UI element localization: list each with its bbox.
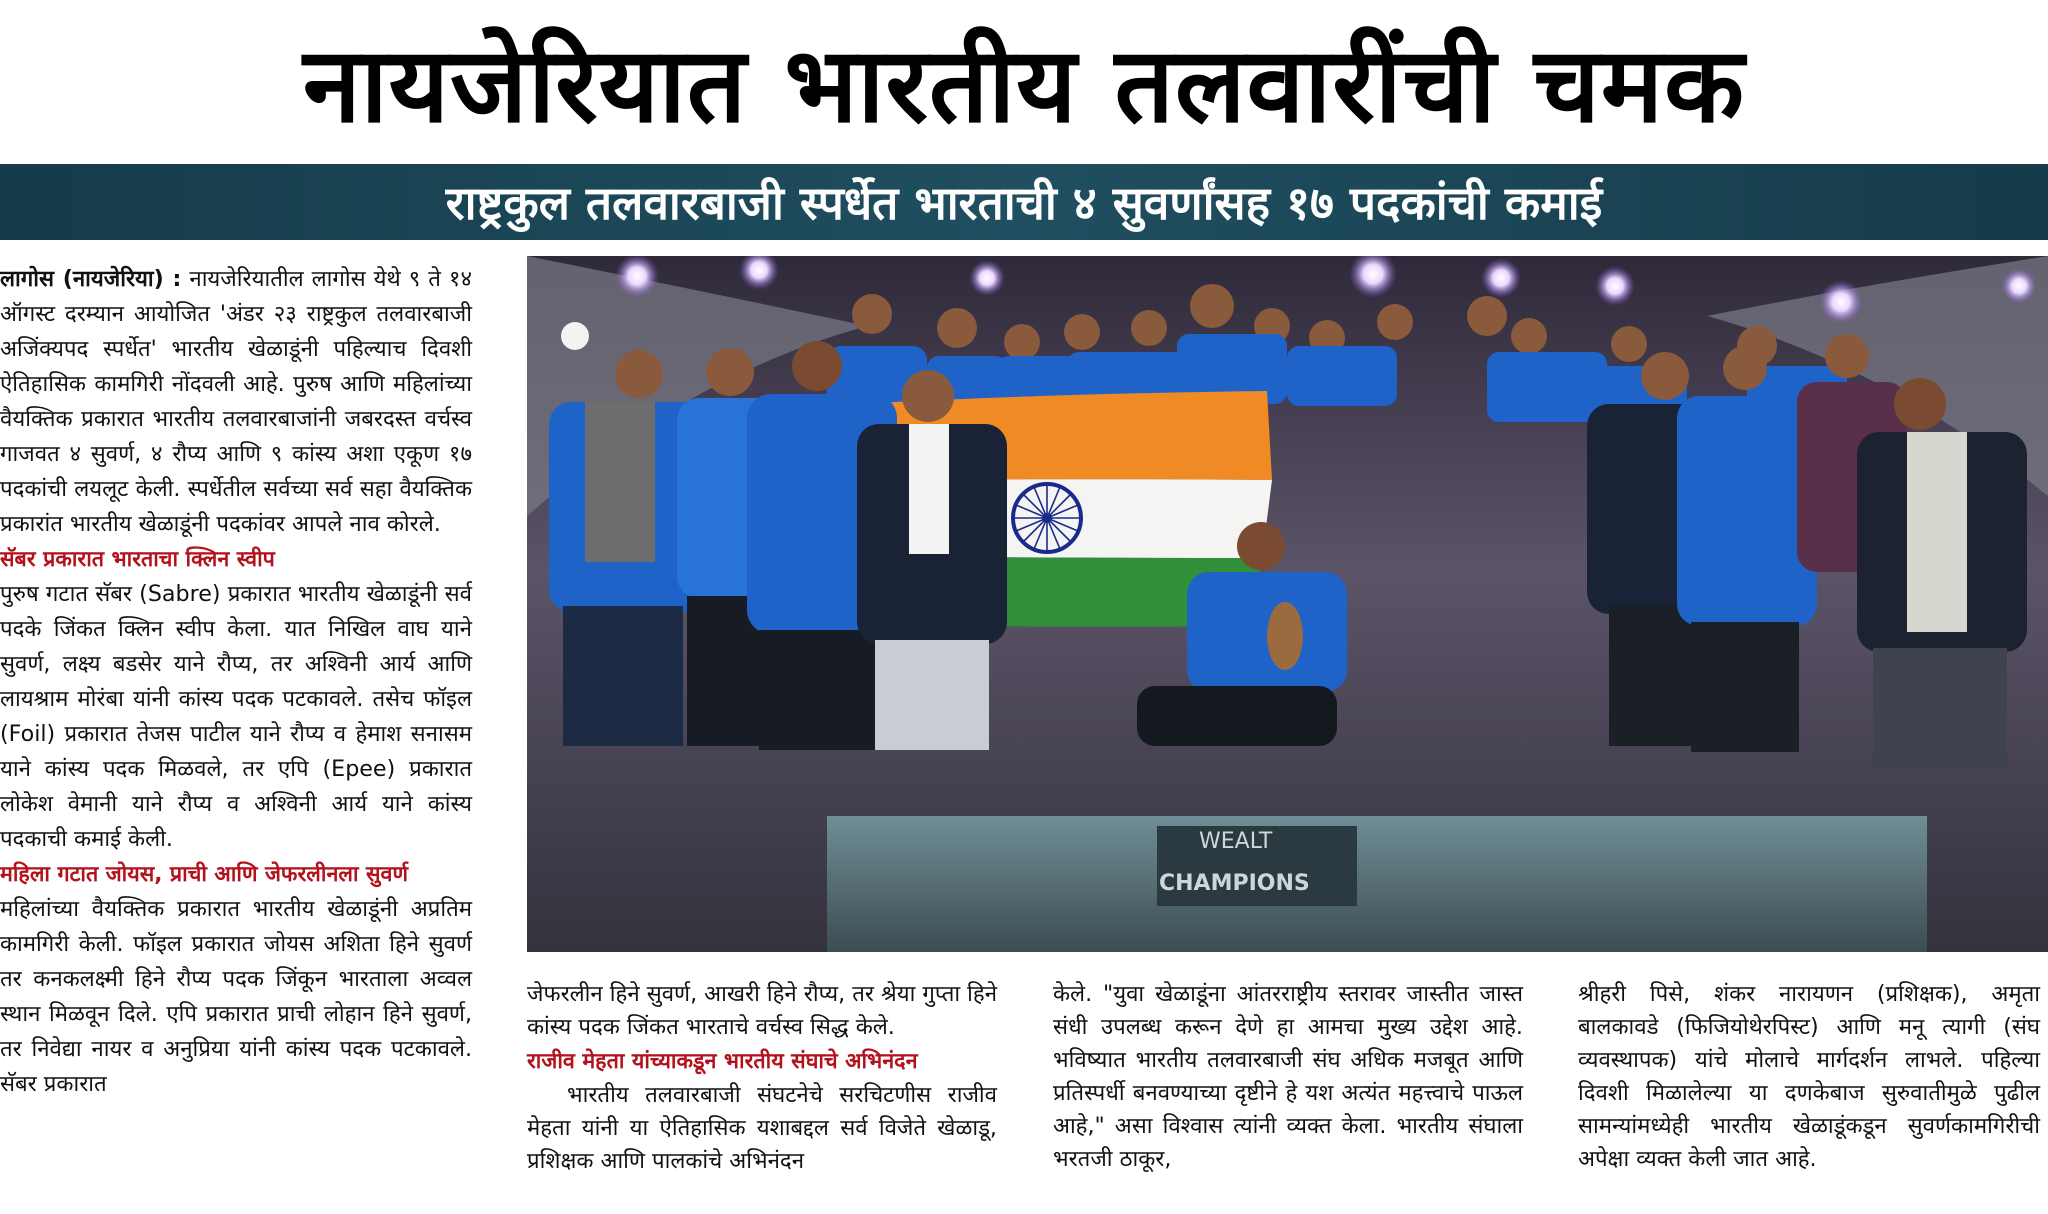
article-column-1	[0, 262, 472, 1102]
paragraph-congrats: भारतीय तलवारबाजी संघटनेचे सरचिटणीस राजीव मेहता यांनी या ऐतिहासिक यशाबद्दल सर्व विजेते खेळाडू, प्रशिक्षक आणि पालकांचे अभिनंदन	[527, 1082, 997, 1174]
subheadline: राष्ट्रकुल तलवारबाजी स्पर्धेत भारताची ४ सुवर्णांसह १७ पदकांची कमाई	[445, 176, 1603, 230]
team-photo	[527, 256, 2048, 952]
paragraph-intro-text: नायजेरियातील लागोस येथे ९ ते १४ ऑगस्ट दरम्यान आयोजित 'अंडर २३ राष्ट्रकुल तलवारबाजी अजिंक्यपद स्पर्धेत' भारतीय खेळाडूंनी पहिल्याच दिवशी ऐतिहासिक कामगिरी नोंदवली आहे. पुरुष आणि महिलांच्या वैयक्तिक प्रकारात भारतीय तलवारबाजांनी जबरदस्त वर्चस्व गाजवत ४ सुवर्ण, ४ रौप्य आणि ९ कांस्य अशा एकूण १७ पदकांची लयलूट केली. स्पर्धेतील सर्वच्या सर्व सहा वैयक्तिक प्रकारांत भारतीय खेळाडूंनी पदकांवर आपले नाव कोरले.	[0, 266, 472, 537]
podium-text-2: CHAMPIONS	[1159, 871, 1310, 896]
paragraph-coaches: श्रीहरी पिसे, शंकर नारायणन (प्रशिक्षक), अमृता बालकावडे (फिजियोथेरपिस्ट) आणि मनू त्यागी (संघ व्यवस्थापक) यांचे मोलाचे मार्गदर्शन लाभले. पहिल्या दिवशी मिळालेल्या या दणकेबाज सुरुवातीमुळे पुढील सामन्यांमध्येही भारतीय खेळाडूंकडून सुवर्णकामगिरीची अपेक्षा व्यक्त केली जात आहे.	[1578, 981, 2040, 1172]
dateline: लागोस (नायजेरिया) :	[0, 266, 182, 292]
team-photo-illustration	[527, 256, 2048, 952]
paragraph-men: पुरुष गटात सॅबर (Sabre) प्रकारात भारतीय खेळाडूंनी सर्व पदके जिंकत क्लिन स्वीप केला. यात निखिल वाघ याने सुवर्ण, लक्ष्य बडसेर याने रौप्य, तर अश्विनी आर्य आणि लायश्राम मोरंबा यांनी कांस्य पदक पटकावले. तसेच फॉइल (Foil) प्रकारात तेजस पाटील याने रौप्य व हेमाश सनासम याने कांस्य पदक मिळवले, तर एपि (Epee) प्रकारात लोकेश वेमानी याने रौप्य व अश्विनी आर्य याने कांस्य पदकाची कमाई केली.	[0, 581, 472, 852]
paragraph-quote: केले. "युवा खेळाडूंना आंतरराष्ट्रीय स्तरावर जास्तीत जास्त संधी उपलब्ध करून देणे हा आमचा मुख्य उद्देश आहे. भविष्यात भारतीय तलवारबाजी संघ अधिक मजबूत आणि प्रतिस्पर्धी बनवण्याच्या दृष्टीने हे यश अत्यंत महत्त्वाचे पाऊल आहे," असा विश्वास त्यांनी व्यक्त केला. भारतीय संघाला भरतजी ठाकूर,	[1053, 981, 1523, 1172]
article-column-4	[1578, 978, 2040, 1176]
subtitle-sabre: सॅबर प्रकारात भारताचा क्लिन स्वीप	[0, 547, 275, 572]
paragraph-women: महिलांच्या वैयक्तिक प्रकारात भारतीय खेळाडूंनी अप्रतिम कामगिरी केली. फॉइल प्रकारात जोयस अशिता हिने सुवर्ण तर कनकलक्ष्मी हिने रौप्य पदक जिंकून भारताला अव्वल स्थान मिळवून दिले. एपि प्रकारात प्राची लोहान हिने सुवर्ण, तर निवेद्या नायर व अनुप्रिया यांनी कांस्य पदक पटकावले. सॅबर प्रकारात	[0, 896, 472, 1097]
subheadline-banner	[0, 164, 2048, 240]
paragraph-intro	[0, 262, 472, 542]
podium-text-1: WEALT	[1199, 829, 1273, 854]
article-column-3	[1053, 978, 1523, 1176]
subtitle-congrats: राजीव मेहता यांच्याकडून भारतीय संघाचे अभिनंदन	[527, 1049, 918, 1074]
headline: नायजेरियात भारतीय तलवारींची चमक	[303, 23, 1745, 146]
subtitle-women: महिला गटात जोयस, प्राची आणि जेफरलीनला सुवर्ण	[0, 862, 409, 887]
paragraph-women-cont: जेफरलीन हिने सुवर्ण, आखरी हिने रौप्य, तर श्रेया गुप्ता हिने कांस्य पदक जिंकत भारताचे वर्चस्व सिद्ध केले.	[527, 981, 998, 1040]
article-column-2	[527, 978, 997, 1178]
